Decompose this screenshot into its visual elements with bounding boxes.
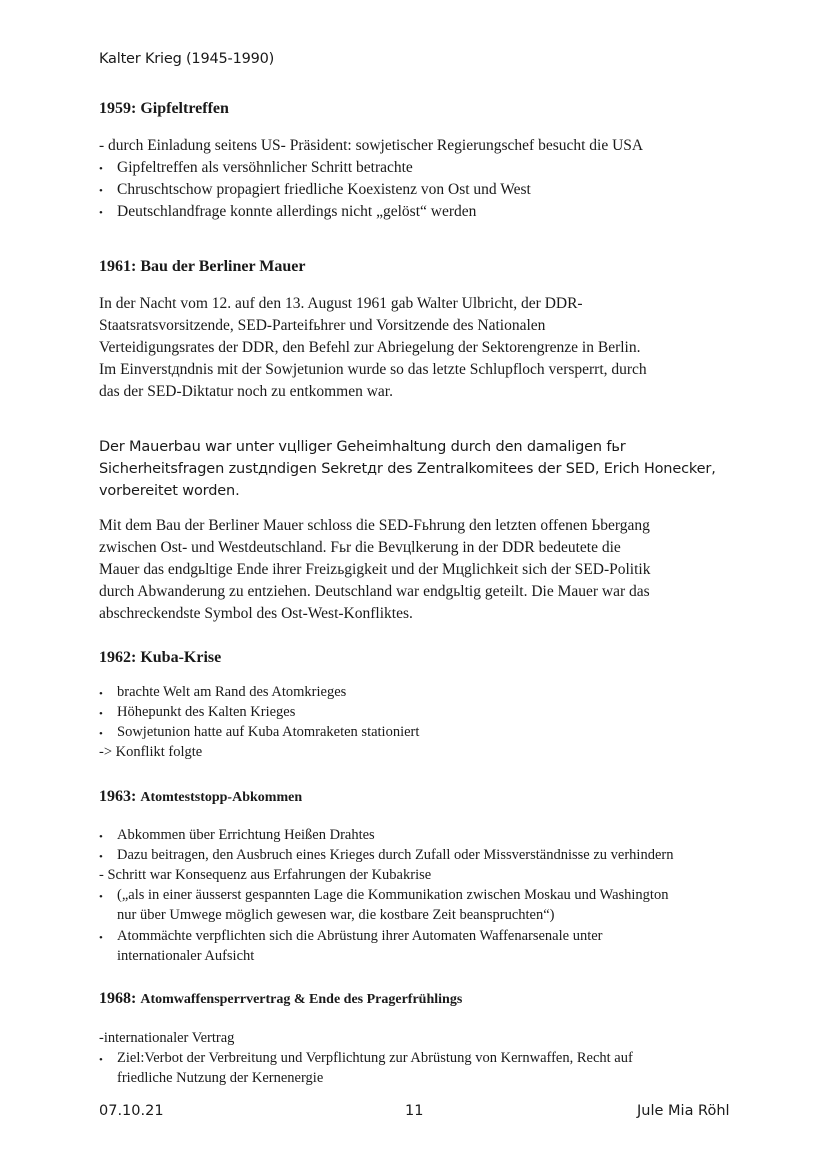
heading-1961: 1961: Bau der Berliner Mauer (99, 258, 306, 275)
paragraph-line: zwischen Ost- und Westdeutschland. Fьr die Bevцlkerung in der DDR bedeutete die (99, 539, 621, 556)
bullet-icon: • (99, 891, 103, 903)
bullet-icon: • (99, 688, 103, 700)
paragraph-line: abschreckendste Symbol des Ost-West-Konfliktes. (99, 605, 413, 622)
paragraph-line: Der Mauerbau war unter vцlliger Geheimhaltung durch den damaligen fьr (99, 439, 626, 455)
bullet-icon: • (99, 207, 103, 219)
paragraph-line: Verteidigungsrates der DDR, den Befehl zur Abriegelung der Sektorengrenze in Berlin. (99, 339, 641, 356)
running-header: Kalter Krieg (1945-1990) (99, 51, 275, 67)
bullet-continuation: friedliche Nutzung der Kernenergie (117, 1070, 324, 1086)
paragraph-line: Mit dem Bau der Berliner Mauer schloss die SED-Fьhrung den letzten offenen Ьbergang (99, 517, 650, 534)
footer-author: Jule Mia Röhl (637, 1103, 730, 1119)
paragraph-line: durch Abwanderung zu entziehen. Deutschland war endgьltig geteilt. Die Mauer war das (99, 583, 650, 600)
heading-1959: 1959: Gipfeltreffen (99, 100, 229, 117)
bullet-icon: • (99, 932, 103, 944)
document-page: Kalter Krieg (1945-1990) 1959: Gipfeltreffen - durch Einladung seitens US- Präsident: sowjetischer Regierungschef besucht die USA • Gipfeltreffen als versöhnlicher Schritt betrachte • Chruschtschow propagiert friedliche Koexistenz von Ost und West • Deutschlandfrage konnte allerdings nicht „gelöst“ werden 1961: Bau der Berliner Mauer In der Nacht vom 12. auf den 13. August 1961 gab Walter Ulbricht, der DDR- Staatsratsvorsitzende, SED-Parteifьhrer und Vorsitzende des Nationalen Verteidigungsrates der DDR, den Befehl zur Abriegelung der Sektorengrenze in Berlin. Im Einverstдndnis mit der Sowjetunion wurde so das letzte Schlupfloch versperrt, durch das der SED-Diktatur noch zu entkommen war. Der Mauerbau war unter vцlliger Geheimhaltung durch den damaligen fьr Sicherheitsfragen zustдndigen Sekretдr des Zentralkomitees der SED, Erich Honecker, vorbereitet worden. Mit dem Bau der Berliner Mauer schloss die SED-Fьhrung den letzten offenen Ьbergang zwischen Ost- und Westdeutschland. Fьr die Bevцlkerung in der DDR bedeutete die Mauer das endgьltige Ende ihrer Freizьgigkeit und der Mцglichkeit sich der SED-Politik durch Abwanderung zu entziehen. Deutschland war endgьltig geteilt. Die Mauer war das abschreckendste Symbol des Ost-West-Konfliktes. 1962: Kuba-Krise • brachte Welt am Rand des Atomkrieges • Höhepunkt des Kalten Krieges • Sowjetunion hatte auf Kuba Atomraketen stationiert -> Konflikt folgte 1963: Atomteststopp-Abkommen • Abkommen über Errichtung Heißen Drahtes • Dazu beitragen, den Ausbruch eines Krieges durch Zufall oder Missverständnisse zu verhindern - Schritt war Konsequenz aus Erfahrungen der Kubakrise • („als in einer äusserst gespannten Lage die Kommunikation zwischen Moskau und Washington nur über Umwege möglich gewesen war, die kostbare Zeit beanspruchten“) • Atommächte verpflichten sich die Abrüstung ihrer Automaten Waffenarsenale unter internationaler Aufsicht 1968: Atomwaffensperrvertrag & Ende des Pragerfrühlings -internationaler Vertrag • Ziel:Verbot der Verbreitung und Verpflichtung zur Abrüstung von Kernwaffen, Recht auf friedliche Nutzung der Kernenergie 07.10.21 11 Jule Mia Röhl (99, 51, 730, 1119)
paragraph-line: vorbereitet worden. (99, 483, 240, 499)
heading-1963: 1963: Atomteststopp-Abkommen (99, 788, 303, 805)
bullet-icon: • (99, 185, 103, 197)
heading-1962: 1962: Kuba-Krise (99, 649, 222, 666)
paragraph-line: das der SED-Diktatur noch zu entkommen war. (99, 383, 393, 400)
bullet-continuation: nur über Umwege möglich gewesen war, die kostbare Zeit beanspruchten“) (117, 907, 555, 923)
intro-1959: - durch Einladung seitens US- Präsident: sowjetischer Regierungschef besucht die USA (99, 137, 644, 154)
bullet-icon: • (99, 163, 103, 175)
arrow-note: -> Konflikt folgte (99, 744, 203, 760)
bullet-icon: • (99, 708, 103, 720)
footer-date: 07.10.21 (99, 1103, 164, 1119)
paragraph-line: Sicherheitsfragen zustдndigen Sekretдr des Zentralkomitees der SED, Erich Honecker, (99, 461, 716, 477)
bullet-icon: • (99, 831, 103, 843)
paragraph-line: Mauer das endgьltige Ende ihrer Freizьgigkeit und der Mцglichkeit sich der SED-Politik (99, 561, 651, 578)
footer-page-number: 11 (405, 1103, 424, 1119)
intro-1968: -internationaler Vertrag (99, 1030, 235, 1046)
bullet-icon: • (99, 851, 103, 863)
bullet-icon: • (99, 728, 103, 740)
paragraph-line: Staatsratsvorsitzende, SED-Parteifьhrer und Vorsitzende des Nationalen (99, 317, 546, 334)
bullet-continuation: internationaler Aufsicht (117, 948, 255, 964)
heading-1968: 1968: Atomwaffensperrvertrag & Ende des Pragerfrühlings (99, 990, 463, 1007)
dash-note: - Schritt war Konsequenz aus Erfahrungen der Kubakrise (99, 867, 432, 883)
bullet-icon: • (99, 1054, 103, 1066)
paragraph-line: Im Einverstдndnis mit der Sowjetunion wurde so das letzte Schlupfloch versperrt, durch (99, 361, 647, 378)
paragraph-line: In der Nacht vom 12. auf den 13. August 1961 gab Walter Ulbricht, der DDR- (99, 295, 583, 312)
